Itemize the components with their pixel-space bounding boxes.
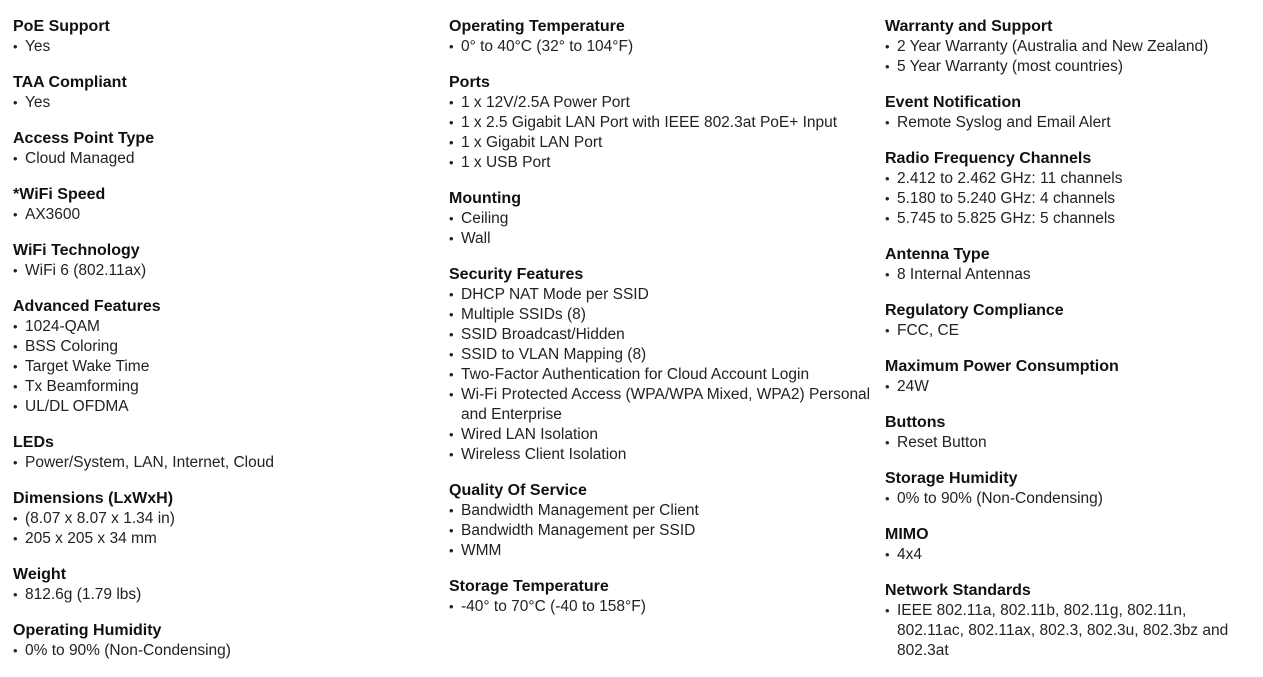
spec-heading: MIMO	[885, 526, 929, 543]
spec-list-item: • Power/System, LAN, Internet, Cloud	[13, 453, 433, 473]
spec-section-poe-support	[13, 17, 433, 57]
spec-list-item: • (8.07 x 8.07 x 1.34 in)	[13, 509, 433, 529]
spec-list-item: • 5 Year Warranty (most countries)	[885, 57, 1255, 77]
spec-heading: *WiFi Speed	[13, 186, 106, 203]
spec-list-item: • 1 x 12V/2.5A Power Port	[449, 93, 874, 113]
spec-section-antenna-type	[885, 245, 1255, 285]
spec-list-item: • 8 Internal Antennas	[885, 265, 1255, 285]
spec-section-mimo	[885, 525, 1255, 565]
spec-section-access-point-type	[13, 129, 433, 169]
spec-heading: Network Standards	[885, 582, 1031, 599]
spec-heading: Storage Temperature	[449, 578, 609, 595]
spec-heading: Radio Frequency Channels	[885, 150, 1092, 167]
spec-section-wifi-speed	[13, 185, 433, 225]
spec-list-item: • 1 x 2.5 Gigabit LAN Port with IEEE 802.3at PoE+ Input	[449, 113, 874, 133]
spec-list-item: • Yes	[13, 37, 433, 57]
spec-heading: TAA Compliant	[13, 74, 127, 91]
spec-heading: Ports	[449, 74, 490, 91]
spec-list-item: • WMM	[449, 541, 874, 561]
spec-list	[885, 169, 1255, 229]
spec-heading: Access Point Type	[13, 130, 155, 147]
spec-section-security-features	[449, 265, 874, 465]
spec-section-event-notification	[885, 93, 1255, 133]
spec-list	[13, 317, 433, 417]
spec-list-item: • 5.180 to 5.240 GHz: 4 channels	[885, 189, 1255, 209]
spec-heading: Weight	[13, 566, 67, 583]
spec-heading: Operating Humidity	[13, 622, 162, 639]
spec-section-regulatory-compliance	[885, 301, 1255, 341]
spec-list-item: • FCC, CE	[885, 321, 1255, 341]
spec-list-item: • Bandwidth Management per Client	[449, 501, 874, 521]
spec-list-item: • Reset Button	[885, 433, 1255, 453]
spec-list	[13, 205, 433, 225]
spec-list-item: • Two-Factor Authentication for Cloud Account Login	[449, 365, 874, 385]
spec-list-item: • 0° to 40°C (32° to 104°F)	[449, 37, 874, 57]
spec-section-maximum-power-consumption	[885, 357, 1255, 397]
spec-list-item: • SSID Broadcast/Hidden	[449, 325, 874, 345]
spec-list-item: • Wired LAN Isolation	[449, 425, 874, 445]
spec-list-item: • Bandwidth Management per SSID	[449, 521, 874, 541]
spec-section-operating-humidity	[13, 621, 433, 661]
spec-heading: Dimensions (LxWxH)	[13, 490, 174, 507]
spec-heading: Operating Temperature	[449, 18, 625, 35]
spec-heading: Regulatory Compliance	[885, 302, 1064, 319]
spec-list-item: • Remote Syslog and Email Alert	[885, 113, 1255, 133]
spec-section-warranty-and-support	[885, 17, 1255, 77]
spec-list-item: • AX3600	[13, 205, 433, 225]
spec-list-item: • Cloud Managed	[13, 149, 433, 169]
spec-section-operating-temperature	[449, 17, 874, 57]
spec-heading: Quality Of Service	[449, 482, 587, 499]
spec-section-quality-of-service	[449, 481, 874, 561]
spec-list	[13, 509, 433, 549]
spec-list-item: • 0% to 90% (Non-Condensing)	[885, 489, 1255, 509]
spec-list-item: • Wi-Fi Protected Access (WPA/WPA Mixed, WPA2) Personal and Enterprise	[449, 385, 874, 425]
spec-list-item: • 4x4	[885, 545, 1255, 565]
spec-list-item: • 24W	[885, 377, 1255, 397]
spec-heading: WiFi Technology	[13, 242, 140, 259]
spec-heading: Advanced Features	[13, 298, 161, 315]
spec-list	[885, 321, 1255, 341]
spec-section-radio-frequency-channels	[885, 149, 1255, 229]
spec-heading: Antenna Type	[885, 246, 990, 263]
spec-section-leds	[13, 433, 433, 473]
spec-list-item: • Wall	[449, 229, 874, 249]
spec-list-item: • 2.412 to 2.462 GHz: 11 channels	[885, 169, 1255, 189]
spec-list-item: • 205 x 205 x 34 mm	[13, 529, 433, 549]
spec-list-item: • Wireless Client Isolation	[449, 445, 874, 465]
spec-list	[449, 37, 874, 57]
spec-list	[13, 453, 433, 473]
spec-list-item: • Target Wake Time	[13, 357, 433, 377]
spec-heading: Storage Humidity	[885, 470, 1018, 487]
spec-list-item: • BSS Coloring	[13, 337, 433, 357]
spec-section-mounting	[449, 189, 874, 249]
spec-list-item: • Ceiling	[449, 209, 874, 229]
spec-heading: Event Notification	[885, 94, 1022, 111]
spec-section-wifi-technology	[13, 241, 433, 281]
spec-list	[885, 601, 1255, 661]
spec-heading: Security Features	[449, 266, 584, 283]
spec-column	[449, 17, 874, 633]
spec-list	[13, 149, 433, 169]
spec-heading: PoE Support	[13, 18, 110, 35]
spec-section-weight	[13, 565, 433, 605]
spec-list	[13, 261, 433, 281]
spec-list	[449, 501, 874, 561]
spec-section-taa-compliant	[13, 73, 433, 113]
spec-list	[449, 93, 874, 173]
spec-list	[13, 37, 433, 57]
spec-list	[449, 597, 874, 617]
spec-list-item: • -40° to 70°C (-40 to 158°F)	[449, 597, 874, 617]
spec-list	[449, 285, 874, 465]
spec-list-item: • 1 x Gigabit LAN Port	[449, 133, 874, 153]
spec-list-item: • Multiple SSIDs (8)	[449, 305, 874, 325]
spec-section-advanced-features	[13, 297, 433, 417]
spec-heading: Maximum Power Consumption	[885, 358, 1119, 375]
spec-list-item: • Yes	[13, 93, 433, 113]
spec-list	[885, 545, 1255, 565]
spec-list-item: • UL/DL OFDMA	[13, 397, 433, 417]
spec-list	[885, 377, 1255, 397]
spec-column	[885, 17, 1255, 677]
spec-list-item: • SSID to VLAN Mapping (8)	[449, 345, 874, 365]
spec-list-item: • WiFi 6 (802.11ax)	[13, 261, 433, 281]
spec-list-item: • Tx Beamforming	[13, 377, 433, 397]
spec-list	[885, 113, 1255, 133]
spec-section-ports	[449, 73, 874, 173]
spec-section-dimensions-lxwxh	[13, 489, 433, 549]
spec-list	[885, 37, 1255, 77]
spec-list	[885, 433, 1255, 453]
spec-heading: LEDs	[13, 434, 54, 451]
spec-column	[13, 17, 433, 677]
spec-section-buttons	[885, 413, 1255, 453]
spec-list	[13, 585, 433, 605]
spec-list-item: • 2 Year Warranty (Australia and New Zealand)	[885, 37, 1255, 57]
spec-list	[13, 93, 433, 113]
spec-section-network-standards	[885, 581, 1255, 661]
spec-list	[885, 489, 1255, 509]
spec-list	[885, 265, 1255, 285]
spec-list-item: • 1 x USB Port	[449, 153, 874, 173]
spec-list-item: • 1024-QAM	[13, 317, 433, 337]
spec-list-item: • DHCP NAT Mode per SSID	[449, 285, 874, 305]
spec-list	[13, 641, 433, 661]
spec-heading: Mounting	[449, 190, 521, 207]
spec-section-storage-temperature	[449, 577, 874, 617]
spec-heading: Warranty and Support	[885, 18, 1053, 35]
spec-section-storage-humidity	[885, 469, 1255, 509]
spec-heading: Buttons	[885, 414, 946, 431]
spec-list-item: • 5.745 to 5.825 GHz: 5 channels	[885, 209, 1255, 229]
spec-list	[449, 209, 874, 249]
spec-list-item: • IEEE 802.11a, 802.11b, 802.11g, 802.11n, 802.11ac, 802.11ax, 802.3, 802.3u, 802.3bz and 802.3at	[885, 601, 1255, 661]
spec-list-item: • 0% to 90% (Non-Condensing)	[13, 641, 433, 661]
spec-list-item: • 812.6g (1.79 lbs)	[13, 585, 433, 605]
